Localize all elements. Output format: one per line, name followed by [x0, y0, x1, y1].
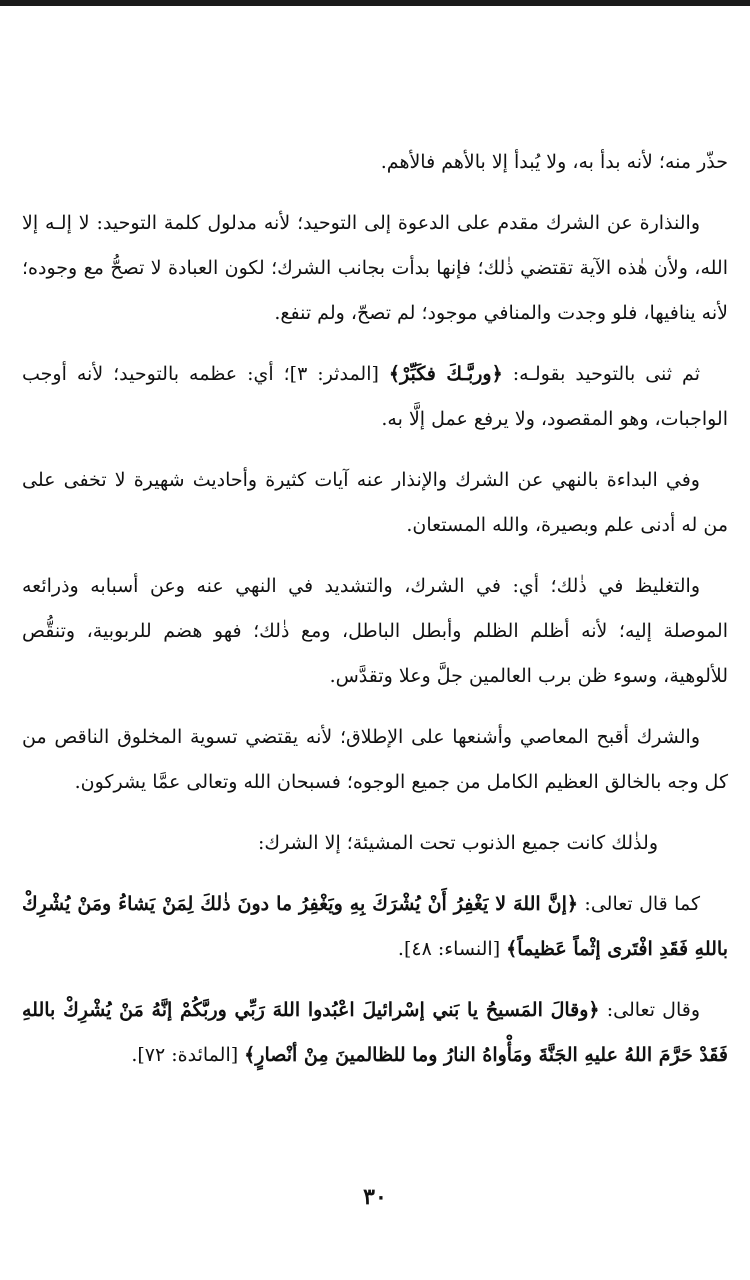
quran-verse-muddathir: ﴿وربَّـكَ فكَبِّرْ﴾ [388, 363, 503, 385]
paragraph-5: والتغليظ في ذٰلك؛ أي: في الشرك، والتشديد في النهي عنه وعن أسبابه وذرائعه الموصلة إليه؛ لأنه أظلم الظلم وأبطل الباطل، ومع ذٰلك؛ فهو هضم للربوبية، وتنقُّص للألوهية، وسوء ظن برب العالمين جلَّ وعلا وتقدَّس. [22, 575, 728, 687]
paragraph-4: وفي البداءة بالنهي عن الشرك والإنذار عنه آيات كثيرة وأحاديث شهيرة لا تخفى على من له أدنى علم وبصيرة، والله المستعان. [22, 469, 728, 536]
paragraph-6: والشرك أقبح المعاصي وأشنعها على الإطلاق؛ لأنه يقتضي تسوية المخلوق الناقص من كل وجه بالخالق العظيم الكامل من جميع الوجوه؛ فسبحان الله وتعالى عمَّا يشركون. [22, 726, 728, 793]
page-body [22, 140, 728, 1094]
quran-verse-maidah: ﴿وقالَ المَسيحُ يا بَني إسْرائيلَ اعْبُدوا اللهَ رَبِّي وربَّكُمْ إنَّهُ مَنْ يُشْرِكْ باللهِ فَقَدْ حَرَّمَ اللهُ عليهِ الجَنَّةَ ومَأْواهُ النارُ وما للظالمينَ مِنْ أنْصارٍ﴾ [22, 999, 728, 1066]
paragraph-2: والنذارة عن الشرك مقدم على الدعوة إلى التوحيد؛ لأنه مدلول كلمة التوحيد: لا إلـه إلا الله، ولأن هٰذه الآية تقتضي ذٰلك؛ فإنها بدأت بجانب الشرك؛ لكون العبادة لا تصحُّ مع وجوده؛ لأنه ينافيها، فلو وجدت والمنافي موجود؛ لم تصحّ، ولم تنفع. [22, 212, 728, 324]
paragraph-8-intro: كما قال تعالى: [578, 893, 700, 915]
paragraph-9-rest: [المائدة: ٧٢]. [131, 1044, 245, 1066]
paragraph-9 [22, 988, 728, 1078]
paragraph-8-rest: [النساء: ٤٨]. [397, 938, 507, 960]
paragraph-3 [22, 352, 728, 442]
paragraph-7: ولذٰلك كانت جميع الذنوب تحت المشيئة؛ إلا الشرك: [258, 832, 658, 854]
paragraph-9-intro: وقال تعالى: [599, 999, 701, 1021]
paragraph-3-rest: [المدثر: ٣]؛ أي: عظمه بالتوحيد؛ لأنه أوجب الواجبات، وهو المقصود، ولا يرفع عمل إلَّا به. [22, 363, 728, 430]
quran-verse-nisa: ﴿إنَّ اللهَ لا يَغْفِرُ أَنْ يُشْرَكَ بِهِ ويَغْفِرُ ما دونَ ذٰلكَ لِمَنْ يَشاءُ ومَنْ يُشْرِكْ باللهِ فَقَدِ افْتَرى إثْماً عَظيماً﴾ [22, 893, 728, 960]
paragraph-3-intro: ثم ثنى بالتوحيد بقولـه: [502, 363, 700, 385]
paragraph-1: حذّر منه؛ لأنه بدأ به، ولا يُبدأ إلا بالأهم فالأهم. [380, 151, 728, 173]
paragraph-8 [22, 882, 728, 972]
page-number: ٣٠ [363, 1184, 387, 1210]
top-edge-bar [0, 0, 750, 6]
